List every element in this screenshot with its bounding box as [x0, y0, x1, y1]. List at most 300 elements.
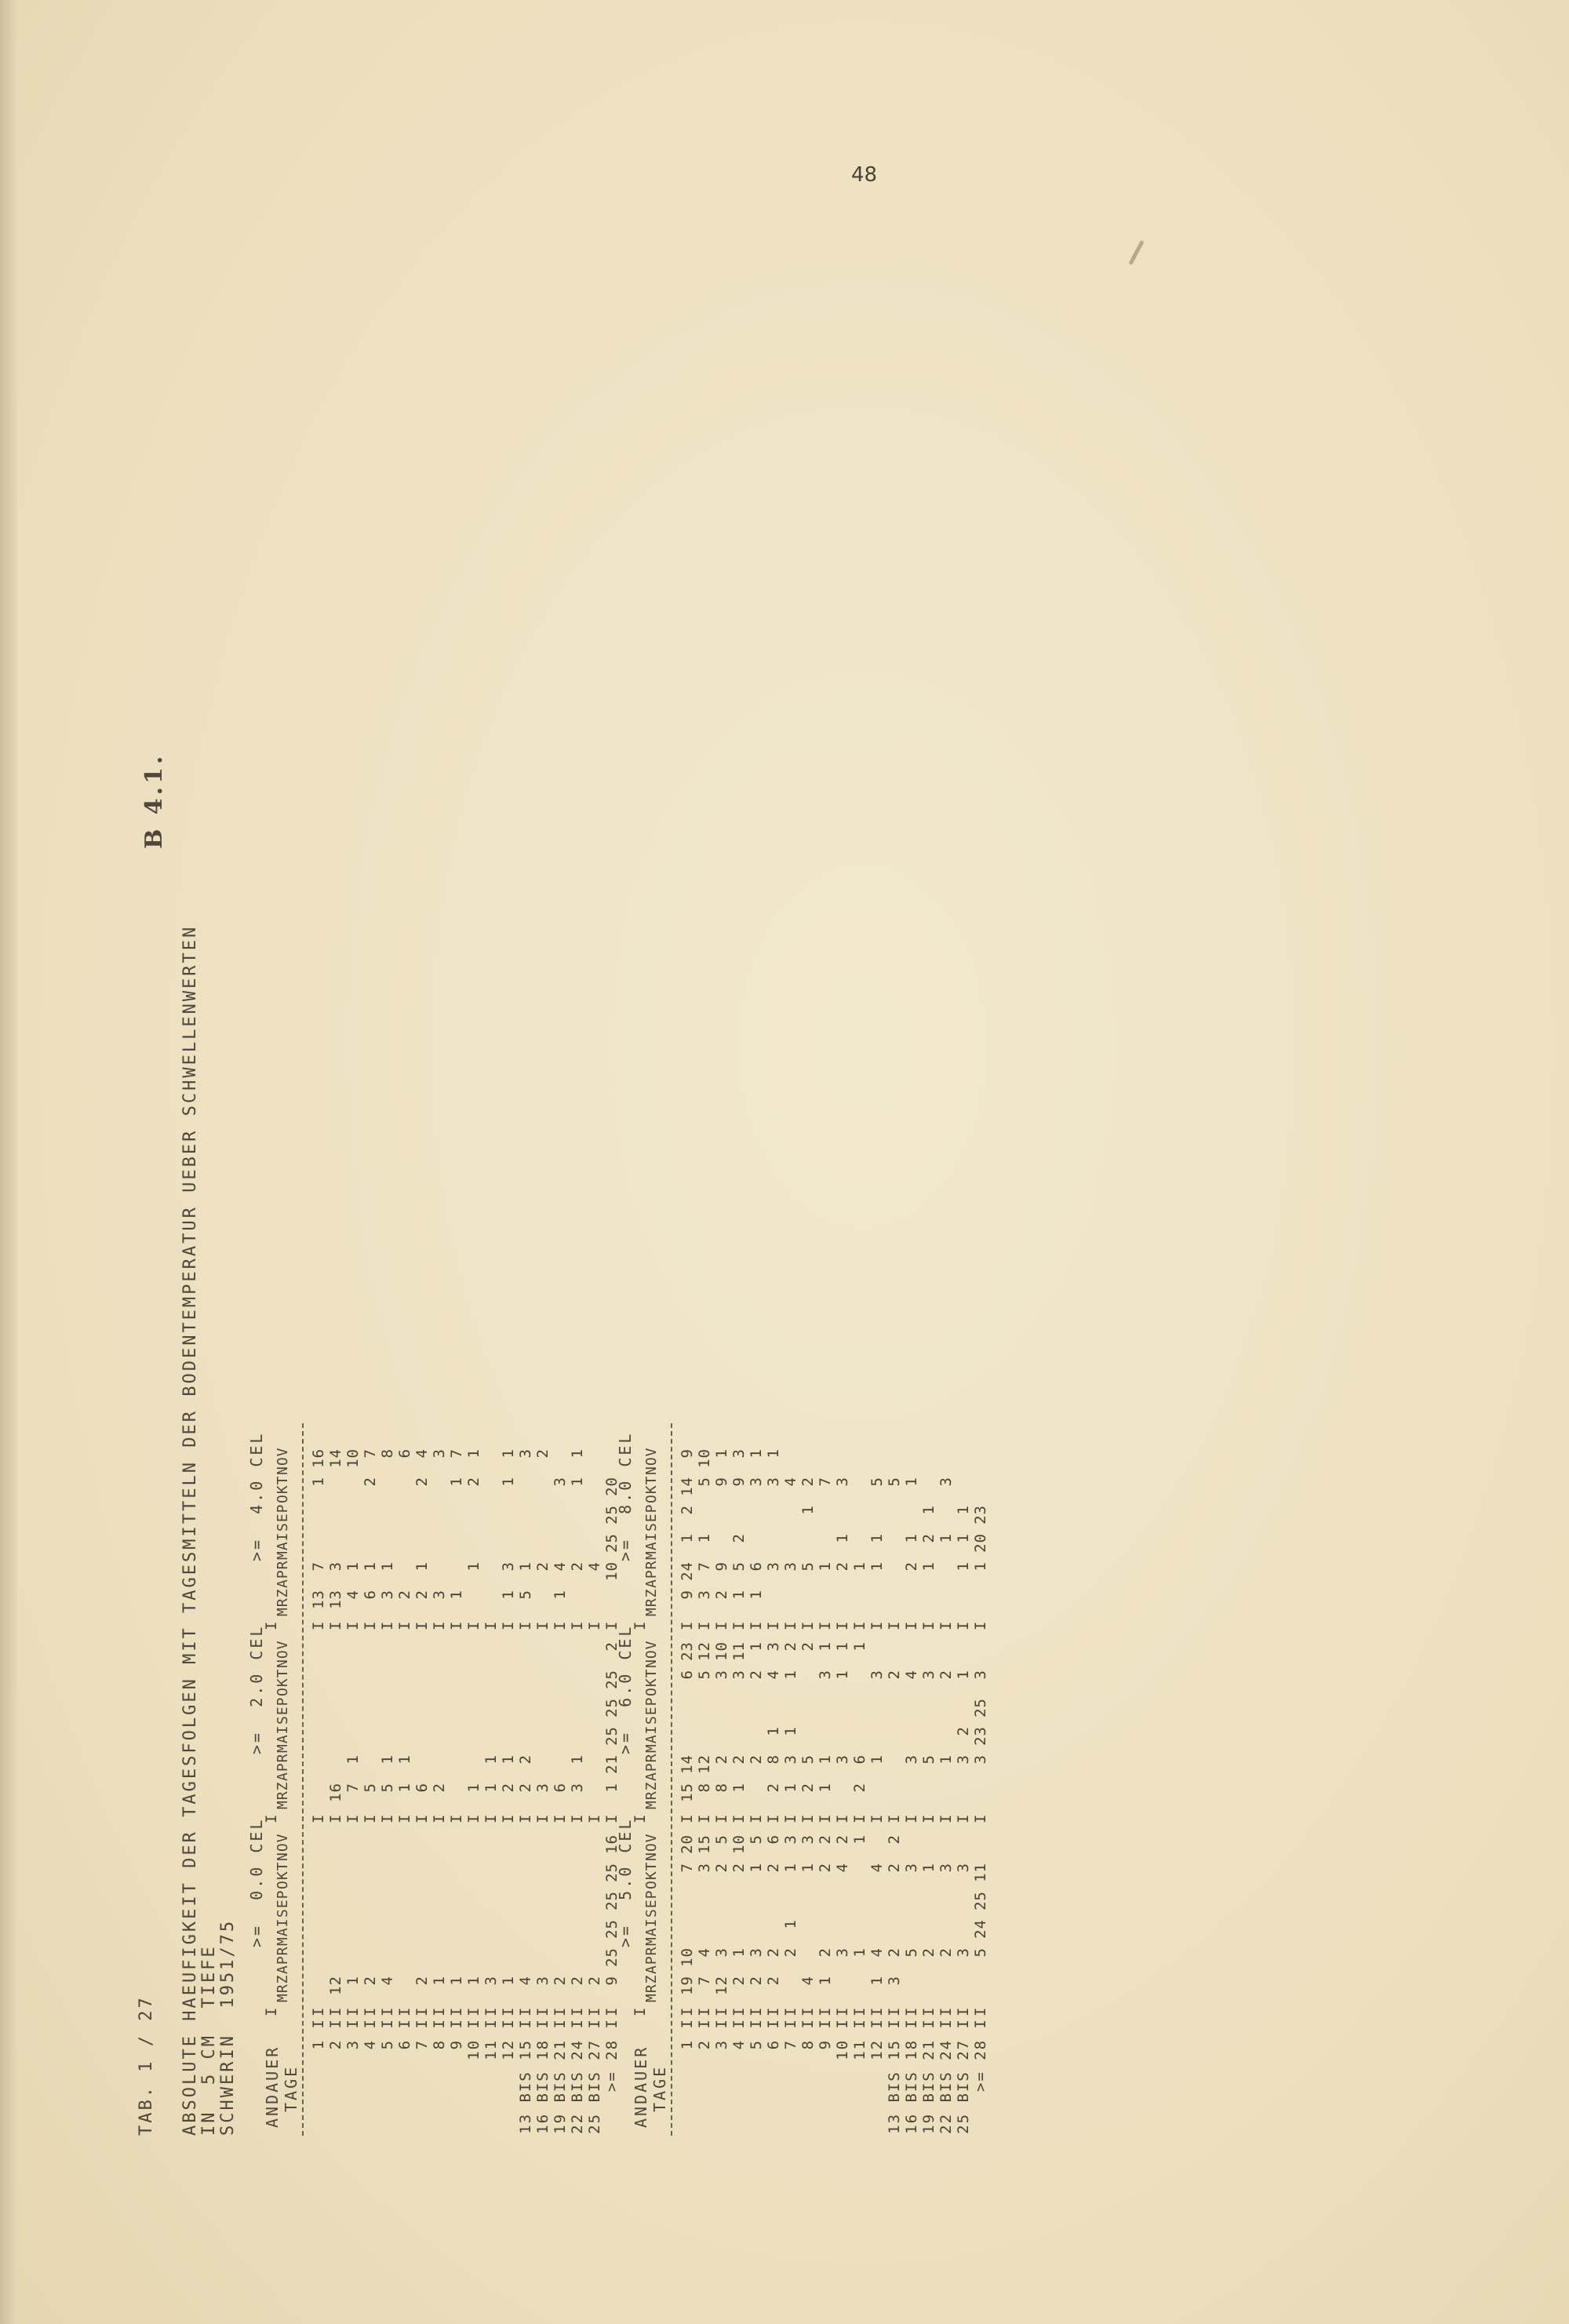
- column-separator: I: [886, 2007, 903, 2016]
- table-cell: 1: [569, 1477, 586, 1487]
- table-cell: 5: [713, 1834, 730, 1845]
- column-separator: I: [431, 1814, 448, 1823]
- table-cell: 3: [552, 1477, 569, 1487]
- column-separator: I: [972, 1621, 989, 1630]
- table-cell: 2: [903, 1561, 920, 1572]
- table-cell: 2: [834, 1561, 851, 1572]
- table-cell: 9: [603, 1976, 621, 1986]
- column-separator: I: [713, 2007, 730, 2016]
- column-separator: I: [379, 1621, 396, 1630]
- row-label: 9 I: [448, 2018, 465, 2050]
- table-cell: 4: [834, 1863, 851, 1873]
- table-cell: 2: [834, 1834, 851, 1845]
- row-label: 19 BIS 21 I: [552, 2018, 569, 2134]
- table-cell: 5: [799, 1561, 817, 1572]
- table-cell: 6: [396, 1448, 413, 1459]
- table-cell: 2: [799, 1641, 817, 1652]
- table-cell: 3: [765, 1561, 782, 1572]
- column-separator: I: [972, 2007, 989, 2016]
- table-cell: 1: [748, 1590, 765, 1600]
- table-cell: 3: [799, 1834, 817, 1845]
- column-separator: I: [748, 2007, 765, 2016]
- column-separator: I: [937, 1814, 955, 1823]
- row-label: 22 BIS 24 I: [937, 2018, 955, 2134]
- row-label: 9 I: [817, 2018, 834, 2050]
- column-separator: I: [782, 2007, 799, 2016]
- table-cell: 3: [431, 1448, 448, 1459]
- table-cell: 4: [903, 1670, 920, 1680]
- table-cell: 1: [465, 1448, 482, 1459]
- table-cell: 1: [765, 1448, 782, 1459]
- table-cell: 4: [517, 1976, 534, 1986]
- header-rule: [302, 1423, 304, 2136]
- table-cell: 25: [603, 1863, 621, 1882]
- table-cell: 20: [679, 1834, 696, 1854]
- table-cell: 2: [413, 1590, 431, 1600]
- table-cell: 4: [696, 1947, 713, 1958]
- month-header: OKT: [275, 1861, 291, 1889]
- month-header: NOV: [275, 1640, 291, 1668]
- table-cell: 1: [920, 1863, 937, 1873]
- column-separator: I: [730, 2007, 748, 2016]
- column-separator: I: [955, 1814, 972, 1823]
- table-cell: 12: [696, 1641, 713, 1661]
- column-separator: I: [817, 1621, 834, 1630]
- table-cell: 3: [379, 1590, 396, 1600]
- table-cell: 3: [696, 1863, 713, 1873]
- table-cell: 1: [465, 1561, 482, 1572]
- table-cell: 1: [396, 1783, 413, 1793]
- month-header: SEP: [275, 1889, 291, 1918]
- column-separator: I: [920, 1621, 937, 1630]
- table-cell: 3: [534, 1976, 552, 1986]
- column-separator: I: [834, 1621, 851, 1630]
- table-cell: 1: [955, 1505, 972, 1515]
- table-cell: 1: [834, 1641, 851, 1652]
- table-cell: 7: [696, 1976, 713, 1986]
- row-label: 12 I: [500, 2018, 517, 2060]
- table-cell: 2: [851, 1783, 868, 1793]
- row-label: 8 I: [799, 2018, 817, 2050]
- table-cell: 3: [517, 1448, 534, 1459]
- column-separator: I: [362, 1621, 379, 1630]
- column-separator: I: [868, 1814, 886, 1823]
- table-cell: 1: [465, 1783, 482, 1793]
- table-cell: 7: [696, 1561, 713, 1572]
- column-separator: I: [413, 1621, 431, 1630]
- table-cell: 3: [782, 1834, 799, 1845]
- table-cell: 2: [500, 1783, 517, 1793]
- table-cell: 2: [817, 1834, 834, 1845]
- table-cell: 2: [817, 1863, 834, 1873]
- table-cell: 25: [603, 1726, 621, 1746]
- column-separator: I: [465, 1814, 482, 1823]
- month-header: MRZ: [643, 1588, 660, 1616]
- table-cell: 1: [344, 1754, 362, 1765]
- table-cell: 1: [920, 1561, 937, 1572]
- table-cell: 2: [679, 1505, 696, 1515]
- station-line: SCHWERIN 1951/75: [218, 1918, 238, 2136]
- table-cell: 4: [552, 1561, 569, 1572]
- table-cell: 1: [679, 1533, 696, 1543]
- table-cell: 5: [799, 1754, 817, 1765]
- row-label: 19 BIS 21 I: [920, 2018, 937, 2134]
- column-separator: I: [713, 1621, 730, 1630]
- table-cell: 5: [696, 1477, 713, 1487]
- column-separator: I: [327, 1621, 344, 1630]
- table-cell: 1: [413, 1561, 431, 1572]
- column-separator: I: [782, 1621, 799, 1630]
- row-label: 1 I: [310, 2018, 327, 2050]
- table-cell: 24: [679, 1561, 696, 1581]
- table-cell: 5: [903, 1947, 920, 1958]
- column-separator: I: [851, 2007, 868, 2016]
- row-label: 12 I: [868, 2018, 886, 2060]
- table-cell: 1: [344, 1561, 362, 1572]
- table-cell: 1: [379, 1754, 396, 1765]
- table-cell: 2: [799, 1783, 817, 1793]
- column-separator: I: [517, 1621, 534, 1630]
- table-cell: 7: [817, 1477, 834, 1487]
- column-separator: I: [465, 2007, 482, 2016]
- table-cell: 15: [679, 1783, 696, 1802]
- table-cell: 3: [327, 1561, 344, 1572]
- column-separator: I: [937, 1621, 955, 1630]
- month-header: MRZ: [643, 1974, 660, 2002]
- table-cell: 1: [748, 1641, 765, 1652]
- month-header: OKT: [643, 1668, 660, 1696]
- table-cell: 14: [679, 1477, 696, 1496]
- pencil-mark: [1128, 240, 1144, 265]
- column-separator: I: [886, 1814, 903, 1823]
- table-cell: 1: [748, 1863, 765, 1873]
- month-header: MRZ: [275, 1974, 291, 2002]
- table-cell: 9: [713, 1477, 730, 1487]
- table-cell: 2: [782, 1641, 799, 1652]
- column-separator: I: [396, 1621, 413, 1630]
- table-cell: 25: [972, 1891, 989, 1911]
- column-separator: I: [517, 2007, 534, 2016]
- table-cell: 20: [972, 1533, 989, 1553]
- table-cell: 23: [972, 1505, 989, 1524]
- table-cell: 1: [903, 1477, 920, 1487]
- table-cell: 1: [500, 1477, 517, 1487]
- table-cell: 1: [362, 1561, 379, 1572]
- column-separator: I: [310, 2007, 327, 2016]
- month-header: SEP: [275, 1503, 291, 1532]
- table-cell: 2: [782, 1947, 799, 1958]
- month-header: NOV: [643, 1640, 660, 1668]
- month-header: MAI: [643, 1532, 660, 1560]
- table-cell: 3: [817, 1670, 834, 1680]
- table-cell: 1: [465, 1976, 482, 1986]
- table-cell: 1: [569, 1448, 586, 1459]
- table-cell: 2: [730, 1976, 748, 1986]
- month-header: MAI: [643, 1918, 660, 1946]
- table-cell: 13: [327, 1590, 344, 1609]
- table-cell: 3: [765, 1477, 782, 1487]
- month-header: APR: [643, 1946, 660, 1974]
- table-cell: 1: [517, 1561, 534, 1572]
- column-separator: I: [482, 2007, 500, 2016]
- row-label: 2 I: [327, 2018, 344, 2050]
- row-label: 2 I: [696, 2018, 713, 2050]
- table-cell: 1: [903, 1533, 920, 1543]
- column-separator: I: [482, 1814, 500, 1823]
- table-cell: 3: [834, 1477, 851, 1487]
- row-label: 25 BIS 27 I: [955, 2018, 972, 2134]
- table-cell: 25: [603, 1505, 621, 1524]
- row-label: 7 I: [413, 2018, 431, 2050]
- column-separator: I: [379, 1814, 396, 1823]
- table-cell: 1: [748, 1448, 765, 1459]
- table-cell: 25: [603, 1670, 621, 1689]
- month-header: NOV: [275, 1833, 291, 1861]
- table-cell: 2: [713, 1754, 730, 1765]
- column-separator: I: [448, 2007, 465, 2016]
- column-separator: I: [448, 1814, 465, 1823]
- column-separator: I: [748, 1621, 765, 1630]
- table-cell: 10: [713, 1641, 730, 1661]
- table-cell: 3: [730, 1670, 748, 1680]
- table-cell: 15: [696, 1834, 713, 1854]
- binding-edge: [0, 0, 17, 2324]
- table-cell: 1: [448, 1590, 465, 1600]
- table-cell: 10: [696, 1448, 713, 1468]
- table-cell: 1: [448, 1976, 465, 1986]
- row-label: 1 I: [679, 2018, 696, 2050]
- month-header: APR: [643, 1753, 660, 1781]
- month-header: MAI: [275, 1918, 291, 1946]
- table-cell: 3: [868, 1670, 886, 1680]
- row-label: >= 28 I: [972, 2018, 989, 2093]
- month-header: APR: [275, 1753, 291, 1781]
- table-cell: 4: [868, 1863, 886, 1873]
- table-cell: 1: [955, 1670, 972, 1680]
- table-cell: 3: [713, 1670, 730, 1680]
- month-header: NOV: [275, 1447, 291, 1475]
- table-cell: 1: [851, 1561, 868, 1572]
- column-separator: I: [903, 1814, 920, 1823]
- column-separator: I: [586, 1621, 603, 1630]
- column-separator: I: [765, 1621, 782, 1630]
- table-cell: 24: [972, 1919, 989, 1939]
- table-cell: 6: [362, 1590, 379, 1600]
- table-cell: 1: [730, 1783, 748, 1793]
- table-cell: 5: [362, 1783, 379, 1793]
- table-cell: 9: [679, 1590, 696, 1600]
- table-cell: 1: [868, 1533, 886, 1543]
- table-cell: 2: [937, 1670, 955, 1680]
- table-cell: 1: [817, 1783, 834, 1793]
- table-cell: 2: [569, 1976, 586, 1986]
- table-number: TAB. 1 / 27: [137, 1995, 156, 2136]
- table-cell: 1: [482, 1783, 500, 1793]
- row-label: 8 I: [431, 2018, 448, 2050]
- table-cell: 2: [534, 1561, 552, 1572]
- column-separator: I: [799, 1814, 817, 1823]
- month-header: APR: [643, 1560, 660, 1588]
- table-cell: 7: [679, 1863, 696, 1873]
- header-tage: TAGE: [282, 2064, 300, 2112]
- table-cell: 1: [782, 1919, 799, 1929]
- row-label: 22 BIS 24 I: [569, 2018, 586, 2134]
- column-separator: I: [817, 2007, 834, 2016]
- table-cell: 25: [603, 1698, 621, 1718]
- table-cell: 1: [730, 1590, 748, 1600]
- column-separator: I: [413, 1814, 431, 1823]
- column-separator: I: [851, 1621, 868, 1630]
- table-cell: 1: [955, 1561, 972, 1572]
- column-separator: I: [431, 1621, 448, 1630]
- page-number: 48: [851, 163, 878, 187]
- table-cell: 3: [920, 1670, 937, 1680]
- row-label: 13 BIS 15 I: [886, 2018, 903, 2134]
- table-cell: 3: [569, 1783, 586, 1793]
- table-cell: 3: [534, 1783, 552, 1793]
- table-cell: 7: [448, 1448, 465, 1459]
- column-separator: I: [782, 1814, 799, 1823]
- table-cell: 9: [730, 1477, 748, 1487]
- column-separator: I: [396, 1814, 413, 1823]
- month-header: MRZ: [275, 1588, 291, 1616]
- column-separator: I: [603, 1621, 621, 1630]
- table-cell: 2: [765, 1783, 782, 1793]
- table-cell: 3: [972, 1754, 989, 1765]
- table-cell: 25: [603, 1891, 621, 1911]
- table-cell: 2: [886, 1947, 903, 1958]
- column-separator: I: [696, 1621, 713, 1630]
- table-cell: 3: [886, 1976, 903, 1986]
- table-cell: 3: [937, 1477, 955, 1487]
- column-separator: I: [482, 1621, 500, 1630]
- table-cell: 7: [344, 1783, 362, 1793]
- row-label: 5 I: [748, 2018, 765, 2050]
- table-cell: 2: [730, 1533, 748, 1543]
- column-separator: I: [730, 1814, 748, 1823]
- column-separator: I: [920, 1814, 937, 1823]
- table-cell: 1: [500, 1754, 517, 1765]
- table-cell: 5: [748, 1834, 765, 1845]
- column-separator: I: [817, 1814, 834, 1823]
- table-cell: 4: [868, 1947, 886, 1958]
- table-cell: 5: [972, 1947, 989, 1958]
- table-cell: 1: [868, 1561, 886, 1572]
- column-separator: I: [868, 2007, 886, 2016]
- table-cell: 2: [603, 1641, 621, 1652]
- table-cell: 3: [713, 1947, 730, 1958]
- table-cell: 10: [730, 1834, 748, 1854]
- table-cell: 3: [955, 1863, 972, 1873]
- table-cell: 3: [482, 1976, 500, 1986]
- table-cell: 11: [730, 1641, 748, 1661]
- column-separator: I: [632, 2007, 649, 2016]
- column-separator: I: [679, 1621, 696, 1630]
- column-separator: I: [765, 1814, 782, 1823]
- table-cell: 2: [920, 1947, 937, 1958]
- table-cell: 2: [730, 1863, 748, 1873]
- column-separator: I: [679, 1814, 696, 1823]
- column-separator: I: [955, 1621, 972, 1630]
- table-cell: 1: [379, 1561, 396, 1572]
- table-cell: 3: [834, 1947, 851, 1958]
- column-separator: I: [362, 1814, 379, 1823]
- table-cell: 2: [955, 1726, 972, 1736]
- table-cell: 1: [448, 1477, 465, 1487]
- row-label: 6 I: [396, 2018, 413, 2050]
- table-cell: 1: [396, 1754, 413, 1765]
- table-cell: 2: [765, 1976, 782, 1986]
- table-cell: 6: [552, 1783, 569, 1793]
- table-cell: 9: [679, 1448, 696, 1459]
- month-header: MAI: [643, 1725, 660, 1753]
- month-header: MAI: [275, 1725, 291, 1753]
- column-separator: I: [327, 2007, 344, 2016]
- column-separator: I: [834, 2007, 851, 2016]
- document-id: B 4.1.: [140, 752, 168, 849]
- column-separator: I: [955, 2007, 972, 2016]
- column-separator: I: [362, 2007, 379, 2016]
- table-cell: 6: [748, 1561, 765, 1572]
- column-separator: I: [696, 2007, 713, 2016]
- table-cell: 23: [972, 1726, 989, 1746]
- table-cell: 1: [817, 1754, 834, 1765]
- table-cell: 1: [482, 1754, 500, 1765]
- column-separator: I: [569, 1621, 586, 1630]
- column-separator: I: [552, 2007, 569, 2016]
- table-cell: 5: [730, 1561, 748, 1572]
- table-cell: 3: [955, 1947, 972, 1958]
- table-cell: 3: [782, 1754, 799, 1765]
- table-cell: 1: [500, 1976, 517, 1986]
- month-header: OKT: [275, 1668, 291, 1696]
- table-cell: 1: [782, 1863, 799, 1873]
- table-cell: 4: [765, 1670, 782, 1680]
- table-cell: 1: [817, 1641, 834, 1652]
- table-cell: 1: [972, 1561, 989, 1572]
- threshold-label: >= 6.0 CEL: [616, 1624, 635, 1754]
- table-cell: 8: [713, 1783, 730, 1793]
- column-separator: I: [552, 1621, 569, 1630]
- column-separator: I: [517, 1814, 534, 1823]
- month-header: APR: [275, 1560, 291, 1588]
- table-cell: 3: [748, 1477, 765, 1487]
- table-cell: 1: [817, 1561, 834, 1572]
- table-cell: 11: [972, 1863, 989, 1882]
- table-cell: 1: [955, 1533, 972, 1543]
- column-separator: I: [569, 2007, 586, 2016]
- table-cell: 2: [552, 1976, 569, 1986]
- month-header: SEP: [643, 1503, 660, 1532]
- month-header: OKT: [275, 1475, 291, 1503]
- column-separator: I: [413, 2007, 431, 2016]
- table-cell: 1: [500, 1590, 517, 1600]
- column-separator: I: [310, 1814, 327, 1823]
- table-cell: 1: [310, 1477, 327, 1487]
- table-cell: 1: [868, 1754, 886, 1765]
- column-separator: I: [868, 1621, 886, 1630]
- month-header: SEP: [275, 1696, 291, 1725]
- column-separator: I: [765, 2007, 782, 2016]
- table-cell: 7: [362, 1448, 379, 1459]
- table-cell: 2: [920, 1533, 937, 1543]
- column-separator: I: [552, 1814, 569, 1823]
- table-cell: 5: [517, 1590, 534, 1600]
- table-cell: 16: [327, 1783, 344, 1802]
- table-cell: 1: [937, 1754, 955, 1765]
- table-cell: 4: [413, 1448, 431, 1459]
- table-cell: 4: [344, 1590, 362, 1600]
